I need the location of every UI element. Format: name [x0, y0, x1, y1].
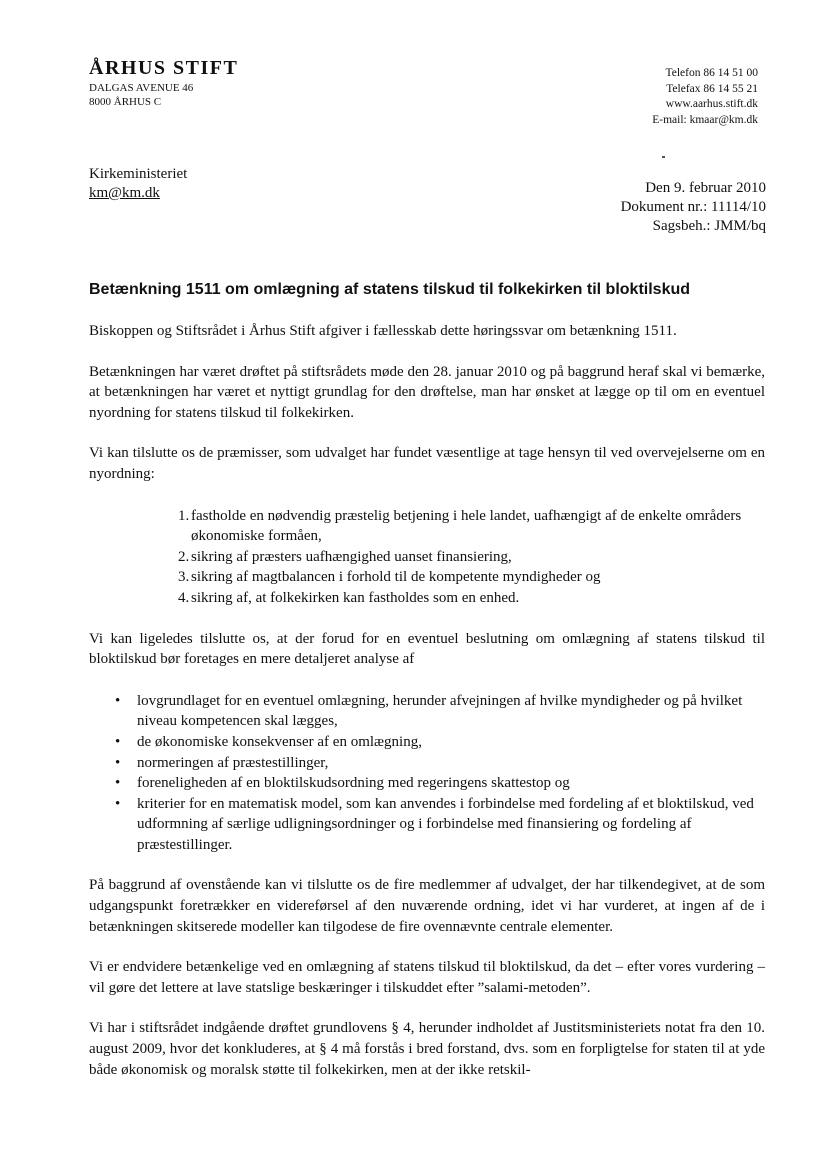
fax-number: Telefax 86 14 55 21	[666, 82, 758, 95]
paragraph-conclusion: På baggrund af ovenstående kan vi tilslutte os de fire medlemmer af udvalget, der har tilkendegivet, at de som udgangspunkt foretrækker en videreførsel af den nuværende ordning, idet vi har vurderet, at ingen af de i betænkningen skitserede modeller kan tilgodese de fire ovennævnte centrale elementer.	[89, 877, 765, 935]
letter-body	[89, 280, 765, 1100]
list-item: • de økonomiske konsekvenser af en omlægning,	[89, 732, 765, 753]
list-item: 3. sikring af magtbalancen i forhold til de kompetente myndigheder og	[178, 569, 601, 586]
list-item: 2. sikring af præsters uafhængighed uanset finansiering,	[178, 548, 512, 565]
premises-list	[89, 506, 765, 609]
recipient-block	[89, 165, 187, 203]
list-item: • lovgrundlaget for en eventuel omlægning, herunder afvejningen af hvilke myndigheder og på hvilket niveau kompetencen skal lægges,	[89, 691, 765, 732]
paragraph-analysis: Vi kan ligeledes tilslutte os, at der forud for en eventuel beslutning om omlægning af statens tilskud til bloktilskud bør foretages en mere detaljeret analyse af	[89, 630, 765, 668]
paragraph-constitution: Vi har i stiftsrådet indgående drøftet grundlovens § 4, herunder indholdet af Justitsministeriets notat fra den 10. august 2009, hvor det konkluderes, at § 4 må forstås i bred forstand, dvs. som en forpligtelse for staten til at yde både økonomisk og moralsk støtte til folkekirken, men at der ikke retskil-	[89, 1020, 765, 1078]
list-item: 1. fastholde en nødvendig præstelig betjening i hele landet, uafhængigt af de enkelte områders økonomiske formåen,	[178, 507, 742, 545]
address-street: DALGAS AVENUE 46	[89, 82, 194, 94]
list-item: • foreneligheden af en bloktilskudsordning med regeringens skattestop og	[89, 773, 765, 794]
address-city: 8000 ÅRHUS C	[89, 96, 162, 108]
recipient-name: Kirkeministeriet	[89, 166, 188, 182]
organization-address	[89, 81, 193, 109]
document-number: Dokument nr.: 11114/10	[620, 199, 766, 215]
paragraph-intro: Biskoppen og Stiftsrådet i Århus Stift afgiver i fællesskab dette høringssvar om betænkning 1511.	[89, 323, 677, 339]
paragraph-discussion: Betænkningen har været drøftet på stiftsrådets møde den 28. januar 2010 og på baggrund heraf skal vi bemærke, at betænkningen har været et nyttigt grundlag for den drøftelse, man har ønsket at lægge op til om en eventuel nyordning for statens tilskud til folkekirken.	[89, 363, 765, 421]
paragraph-concern: Vi er endvidere betænkelige ved en omlægning af statens tilskud til bloktilskud, da det – efter vores vurdering – vil gøre det lettere at lave statslige beskæringer i tilskuddet efter ”salami-metoden”.	[89, 959, 765, 996]
letter-date: Den 9. februar 2010	[645, 180, 766, 196]
recipient-email-link[interactable]: km@km.dk	[89, 185, 160, 201]
organization-name: ÅRHUS STIFT	[89, 57, 239, 79]
subject-heading: Betænkning 1511 om omlægning af statens tilskud til folkekirken til bloktilskud	[89, 281, 691, 298]
phone-number: Telefon 86 14 51 00	[665, 67, 758, 79]
list-item: • normeringen af præstestillinger,	[89, 753, 765, 774]
document-meta	[621, 179, 766, 236]
case-handler: Sagsbeh.: JMM/bq	[652, 218, 766, 234]
analysis-list	[89, 691, 765, 856]
list-item: 4. sikring af, at folkekirken kan fastholdes som en enhed.	[178, 589, 520, 606]
email-link[interactable]: E-mail: kmaar@km.dk	[652, 113, 758, 126]
contact-block	[652, 66, 758, 128]
list-item: • kriterier for en matematisk model, som kan anvendes i forbindelse med fordeling af et bloktilskud, ved udformning af særlige udligningsordninger og i forbindelse med finansiering og fordeling af præstestillinger.	[89, 794, 765, 856]
website-link[interactable]: www.aarhus.stift.dk	[665, 98, 758, 110]
paragraph-premises: Vi kan tilslutte os de præmisser, som udvalget har fundet væsentlige at tage hensyn til ved overvejelserne om en nyordning:	[89, 445, 765, 482]
stray-mark	[662, 156, 665, 158]
